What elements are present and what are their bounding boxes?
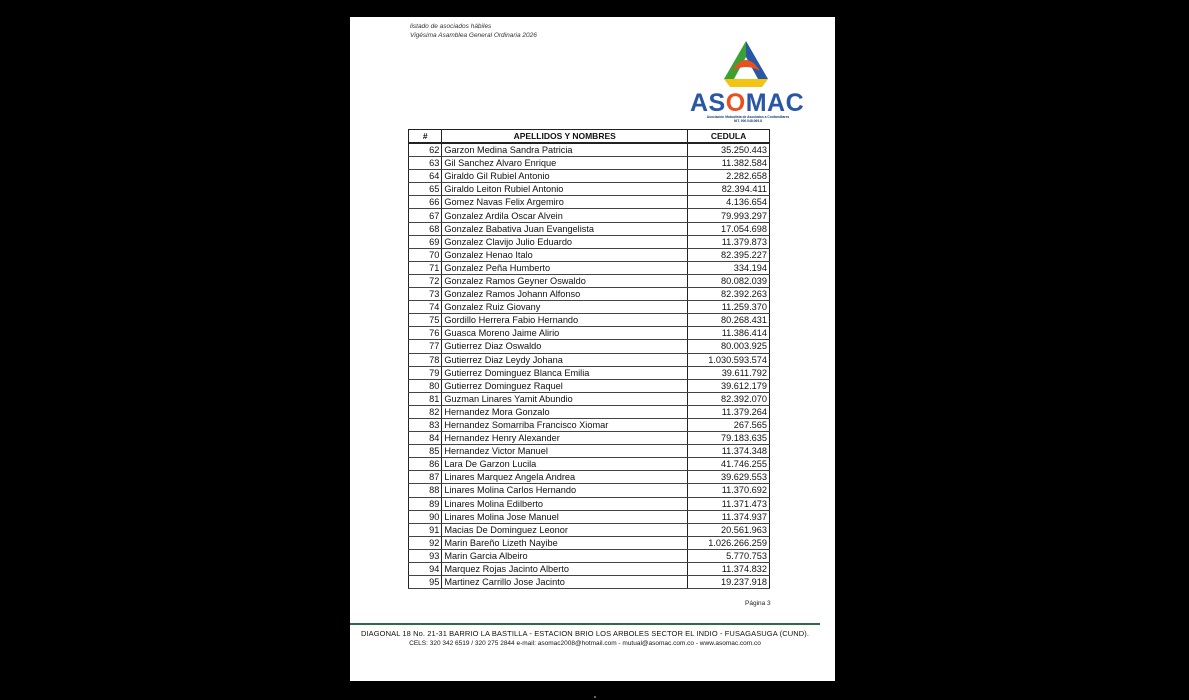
row-name: Marin Bareño Lizeth Nayibe [442,536,688,549]
row-cedula: 80.082.039 [688,274,770,287]
table-row [409,484,770,497]
row-name: Giraldo Leiton Rubiel Antonio [442,183,688,196]
logo-subtitle: Asociación Mutualista de Asociados a Coofamiliares NIT. 900.048.069-8 [706,115,790,123]
table-row [409,510,770,523]
row-name: Gonzalez Peña Humberto [442,261,688,274]
footer-divider [350,623,820,625]
row-cedula: 19.237.918 [688,576,770,589]
row-name: Gonzalez Ardila Oscar Alvein [442,209,688,222]
row-cedula: 11.382.584 [688,157,770,170]
row-number: 92 [409,536,442,549]
header-line-2: Vigésima Asamblea General Ordinaria 2026 [410,32,537,39]
row-number: 73 [409,288,442,301]
table-row [409,379,770,392]
table-row [409,536,770,549]
row-cedula: 39.612.179 [688,379,770,392]
row-name: Gutierrez Diaz Leydy Johana [442,353,688,366]
row-number: 74 [409,301,442,314]
row-number: 67 [409,209,442,222]
row-name: Martinez Carrillo Jose Jacinto [442,576,688,589]
footer-contact: CELS: 320 342 6519 / 320 275 2844 e-mail: asomac2008@hotmail.com - mutual@asomac.com.co - www.asomac.com.co [409,640,761,647]
row-number: 81 [409,392,442,405]
row-name: Gordillo Herrera Fabio Hernando [442,314,688,327]
row-cedula: 4.136.654 [688,196,770,209]
row-cedula: 39.629.553 [688,471,770,484]
table-row [409,170,770,183]
row-cedula: 39.611.792 [688,366,770,379]
table-row [409,261,770,274]
row-cedula: 11.374.348 [688,445,770,458]
row-cedula: 11.259.370 [688,301,770,314]
document-page [350,17,835,681]
page-number: Página 3 [745,600,771,607]
row-name: Linares Molina Jose Manuel [442,510,688,523]
row-cedula: 82.395.227 [688,248,770,261]
row-number: 80 [409,379,442,392]
row-number: 71 [409,261,442,274]
table-row [409,143,770,157]
table-row [409,497,770,510]
row-number: 88 [409,484,442,497]
table-header-row [409,130,770,144]
row-name: Lara De Garzon Lucila [442,458,688,471]
table-row [409,353,770,366]
row-cedula: 5.770.753 [688,549,770,562]
row-name: Gonzalez Ramos Johann Alfonso [442,288,688,301]
row-name: Gonzalez Ruiz Giovany [442,301,688,314]
header-line-1: listado de asociados hábiles [410,23,492,30]
row-number: 76 [409,327,442,340]
table-row [409,301,770,314]
row-cedula: 11.374.937 [688,510,770,523]
footer-address: DIAGONAL 18 No. 21-31 BARRIO LA BASTILLA - ESTACION BRIO LOS ARBOLES SECTOR EL INDIO - FUSAGASUGA (CUND). [360,629,810,638]
table-row [409,288,770,301]
row-number: 85 [409,445,442,458]
row-name: Hernandez Victor Manuel [442,445,688,458]
row-number: 84 [409,432,442,445]
row-number: 95 [409,576,442,589]
asomac-logo [688,39,804,129]
table-row [409,340,770,353]
row-name: Guzman Linares Yamit Abundio [442,392,688,405]
row-cedula: 11.374.832 [688,563,770,576]
row-number: 64 [409,170,442,183]
row-cedula: 17.054.698 [688,222,770,235]
table-row [409,327,770,340]
row-cedula: 41.746.255 [688,458,770,471]
row-cedula: 79.183.635 [688,432,770,445]
row-cedula: 334.194 [688,261,770,274]
row-name: Gonzalez Ramos Geyner Oswaldo [442,274,688,287]
table-row [409,248,770,261]
table-row [409,418,770,431]
row-cedula: 79.993.297 [688,209,770,222]
row-name: Hernandez Somarriba Francisco Xiomar [442,418,688,431]
row-name: Gonzalez Clavijo Julio Eduardo [442,235,688,248]
triangle-logo-icon [688,39,804,91]
row-number: 94 [409,563,442,576]
row-name: Gutierrez Diaz Oswaldo [442,340,688,353]
row-cedula: 11.370.692 [688,484,770,497]
row-name: Marin Garcia Albeiro [442,549,688,562]
table-row [409,274,770,287]
row-cedula: 267.565 [688,418,770,431]
row-name: Linares Molina Carlos Hernando [442,484,688,497]
row-number: 70 [409,248,442,261]
row-number: 62 [409,143,442,157]
row-number: 79 [409,366,442,379]
row-cedula: 82.394.411 [688,183,770,196]
row-name: Macias De Dominguez Leonor [442,523,688,536]
row-cedula: 11.386.414 [688,327,770,340]
row-name: Linares Marquez Angela Andrea [442,471,688,484]
row-number: 89 [409,497,442,510]
row-number: 65 [409,183,442,196]
row-name: Marquez Rojas Jacinto Alberto [442,563,688,576]
row-number: 90 [409,510,442,523]
row-number: 82 [409,405,442,418]
row-name: Giraldo Gil Rubiel Antonio [442,170,688,183]
row-number: 63 [409,157,442,170]
table-row [409,222,770,235]
row-cedula: 82.392.070 [688,392,770,405]
row-cedula: 82.392.263 [688,288,770,301]
row-name: Gutierrez Dominguez Blanca Emilia [442,366,688,379]
row-name: Garzon Medina Sandra Patricia [442,143,688,157]
header-cedula: CEDULA [688,130,770,144]
row-name: Guasca Moreno Jaime Alirio [442,327,688,340]
table-row [409,196,770,209]
row-cedula: 1.030.593.574 [688,353,770,366]
row-name: Gonzalez Babativa Juan Evangelista [442,222,688,235]
row-name: Linares Molina Edilberto [442,497,688,510]
table-row [409,576,770,589]
row-cedula: 1.026.266.259 [688,536,770,549]
header-names: APELLIDOS Y NOMBRES [442,130,688,144]
table-row [409,523,770,536]
associates-table [408,129,770,589]
document-header [410,22,537,40]
table-row [409,471,770,484]
row-number: 68 [409,222,442,235]
row-name: Hernandez Henry Alexander [442,432,688,445]
table-row [409,458,770,471]
row-number: 75 [409,314,442,327]
table-row [409,392,770,405]
row-number: 93 [409,549,442,562]
row-name: Gil Sanchez Alvaro Enrique [442,157,688,170]
row-number: 83 [409,418,442,431]
table-row [409,549,770,562]
row-name: Gonzalez Henao Italo [442,248,688,261]
row-number: 77 [409,340,442,353]
table-row [409,432,770,445]
table-row [409,157,770,170]
table-row [409,209,770,222]
row-cedula: 11.379.264 [688,405,770,418]
row-number: 66 [409,196,442,209]
row-cedula: 20.561.963 [688,523,770,536]
scan-speck [594,696,596,698]
table-row [409,445,770,458]
logo-wordmark: ASOMAC [690,89,805,117]
row-name: Hernandez Mora Gonzalo [442,405,688,418]
row-name: Gutierrez Dominguez Raquel [442,379,688,392]
row-cedula: 11.379.873 [688,235,770,248]
table-row [409,183,770,196]
row-number: 78 [409,353,442,366]
row-cedula: 35.250.443 [688,143,770,157]
header-number: # [409,130,442,144]
row-cedula: 2.282.658 [688,170,770,183]
row-name: Gomez Navas Felix Argemiro [442,196,688,209]
table-row [409,314,770,327]
row-cedula: 80.268.431 [688,314,770,327]
row-number: 91 [409,523,442,536]
table-row [409,235,770,248]
row-number: 87 [409,471,442,484]
row-number: 69 [409,235,442,248]
table-row [409,366,770,379]
row-cedula: 80.003.925 [688,340,770,353]
table-row [409,563,770,576]
row-number: 72 [409,274,442,287]
row-number: 86 [409,458,442,471]
table-row [409,405,770,418]
row-cedula: 11.371.473 [688,497,770,510]
